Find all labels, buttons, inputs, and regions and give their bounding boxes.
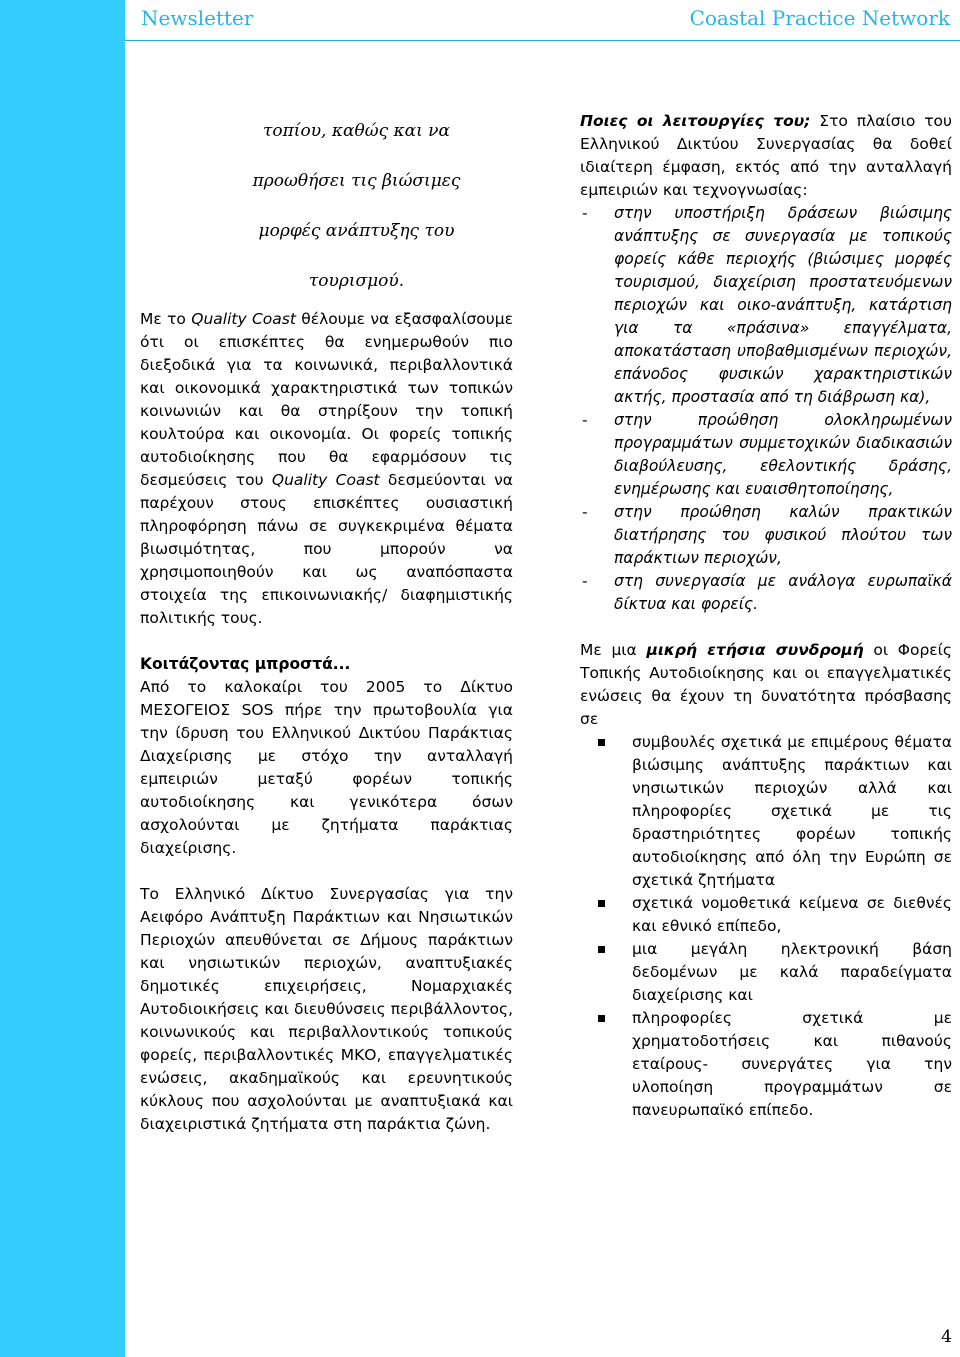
list-item: - στην υποστήριξη δράσεων βιώσιμης ανάπτυξης σε συνεργασία με τοπικούς φορείς κάθε περιοχής (βιώσιμες μορφές τουρισμού, διαχείριση προστατευόμενων περιοχών και οικο-ανάπτυξη, κατάρτιση για τα «πράσινα» επαγγέλματα, αποκατάσταση υποβαθμισμένων περιοχών, επάνοδος φυσικών χαρακτηριστικών ακτής, προστασία από τη διάβρωση κα), bbox=[580, 202, 952, 409]
text-span: θέλουμε να εξασφαλίσουμε ότι οι επισκέπτες θα ενημερωθούν πιο διεξοδικά για τα κοινωνικά, περιβαλλοντικά και οικονομικά χαρακτηριστικά των τοπικών κοινωνιών και θα στηρίξουν την τοπική κουλτούρα και οικονομία. Οι φορείς τοπικής αυτοδιοίκησης που θα εφαρμόσουν τις δεσμεύσεις του bbox=[140, 310, 513, 489]
square-bullet-icon bbox=[598, 900, 605, 907]
text-span: οι Φορείς Τοπικής Αυτοδιοίκησης και οι επαγγελματικές ενώσεις θα έχουν τη δυνατότητα πρόσβασης σε bbox=[580, 641, 953, 728]
list-item-text: μια μεγάλη ηλεκτρονική βάση δεδομένων με καλά παραδείγματα διαχείρισης και bbox=[632, 940, 952, 1004]
text-span: δεσμεύονται να παρέχουν στους επισκέπτες ουσιαστική πληροφόρηση πάνω σε συγκεκριμένα θέματα βιωσιμότητας, που μπορούν να χρησιμοποιηθούν και ως αναπόσπαστα στοιχεία της επικοινωνιακής/ διαφημιστικής πολιτικής τους. bbox=[140, 471, 513, 627]
list-item bbox=[580, 1007, 952, 1122]
page-header bbox=[125, 0, 960, 41]
square-bullet-icon bbox=[598, 946, 605, 953]
list-item: - στη συνεργασία με ανάλογα ευρωπαϊκά δίκτυα και φορείς. bbox=[580, 570, 952, 616]
list-item bbox=[580, 938, 952, 1007]
benefits-list bbox=[580, 731, 952, 1122]
section-heading: Κοιτάζοντας μπροστά... bbox=[140, 655, 351, 673]
network-title: Coastal Practice Network bbox=[689, 6, 950, 30]
functions-list bbox=[580, 202, 952, 616]
poem-line: προωθήσει τις βιώσιμες bbox=[252, 171, 461, 191]
right-column bbox=[580, 110, 952, 1122]
list-item-text: πληροφορίες σχετικά με χρηματοδοτήσεις και πιθανούς εταίρους- συνεργάτες για την υλοποίηση προγραμμάτων σε πανευρωπαϊκό επίπεδο. bbox=[632, 1009, 952, 1119]
list-item: - στην προώθηση καλών πρακτικών διατήρησης του φυσικού πλούτου των παράκτιων περιοχών, bbox=[580, 501, 952, 570]
quality-coast-term: Quality Coast bbox=[191, 310, 296, 328]
quality-coast-term: Quality Coast bbox=[271, 471, 380, 489]
square-bullet-icon bbox=[598, 1015, 605, 1022]
text-span: Με μια bbox=[580, 641, 647, 659]
text-span: Με το bbox=[140, 310, 192, 328]
sidebar-band bbox=[0, 0, 125, 1357]
list-item: - στην προώθηση ολοκληρωμένων προγραμμάτων συμμετοχικών διαδικασιών διαβούλευσης, εθελοντικής δράσης, ενημέρωσης και ευαισθητοποίησης, bbox=[580, 409, 952, 501]
quality-coast-paragraph bbox=[140, 308, 513, 630]
network-history-paragraph: Από το καλοκαίρι του 2005 το Δίκτυο ΜΕΣΟΓΕΙΟΣ SOS πήρε την πρωτοβουλία για την ίδρυση του Ελληνικού Δικτύου Παράκτιας Διαχείρισης με στόχο την ανταλλαγή εμπειριών μεταξύ φορέων τοπικής αυτοδιοίκησης και γενικότερα όσων ασχολούνται με ζητήματα παράκτιας διαχείρισης. bbox=[140, 678, 513, 857]
subscription-paragraph bbox=[580, 639, 952, 731]
list-item bbox=[580, 731, 952, 892]
list-item-text: συμβουλές σχετικά με επιμέρους θέματα βιώσιμης ανάπτυξης παράκτιων και νησιωτικών περιοχών αλλά και πληροφορίες σχετικά με τις δραστηριότητες φορέων τοπικής αυτοδιοίκησης από όλη την Ευρώπη σε σχετικά ζητήματα bbox=[632, 733, 952, 889]
poem-line: τοπίου, καθώς και να bbox=[262, 121, 451, 141]
poem-line: μορφές ανάπτυξης του bbox=[258, 221, 455, 241]
text-span: Στο πλαίσιο του Ελληνικού Δικτύου Συνεργασίας θα δοθεί ιδιαίτερη έμφαση, εκτός από την ανταλλαγή εμπειριών και τεχνογνωσίας: bbox=[580, 112, 952, 199]
newsletter-title: Newsletter bbox=[141, 6, 254, 30]
functions-intro bbox=[580, 110, 952, 202]
list-item-text: σχετικά νομοθετικά κείμενα σε διεθνές και εθνικό επίπεδο, bbox=[632, 894, 952, 935]
network-audience-paragraph: Το Ελληνικό Δίκτυο Συνεργασίας για την Αειφόρο Ανάπτυξη Παράκτιων και Νησιωτικών Περιοχών απευθύνεται σε Δήμους παράκτιων και νησιωτικών περιοχών, αναπτυξιακές δημοτικές επιχειρήσεις, Νομαρχιακές Αυτοδιοικήσεις και διευθύνσεις περιβάλλοντος, κοινωνικούς και περιβαλλοντικούς τοπικούς φορείς, περιβαλλοντικές ΜΚΟ, επαγγελματικές ενώσεις, ακαδημαϊκούς και ερευνητικούς κύκλους που ασχολούνται με αναπτυξιακά και διαχειριστικά ζητήματα στη παράκτια ζώνη. bbox=[140, 885, 513, 1133]
poem-line: τουρισμού. bbox=[308, 271, 405, 291]
functions-heading: Ποιες οι λειτουργίες του; bbox=[580, 112, 811, 130]
list-item bbox=[580, 892, 952, 938]
left-column bbox=[140, 108, 513, 1136]
subscription-emphasis: μικρή ετήσια συνδρομή bbox=[646, 641, 864, 659]
page-number: 4 bbox=[941, 1327, 952, 1347]
square-bullet-icon bbox=[598, 739, 605, 746]
